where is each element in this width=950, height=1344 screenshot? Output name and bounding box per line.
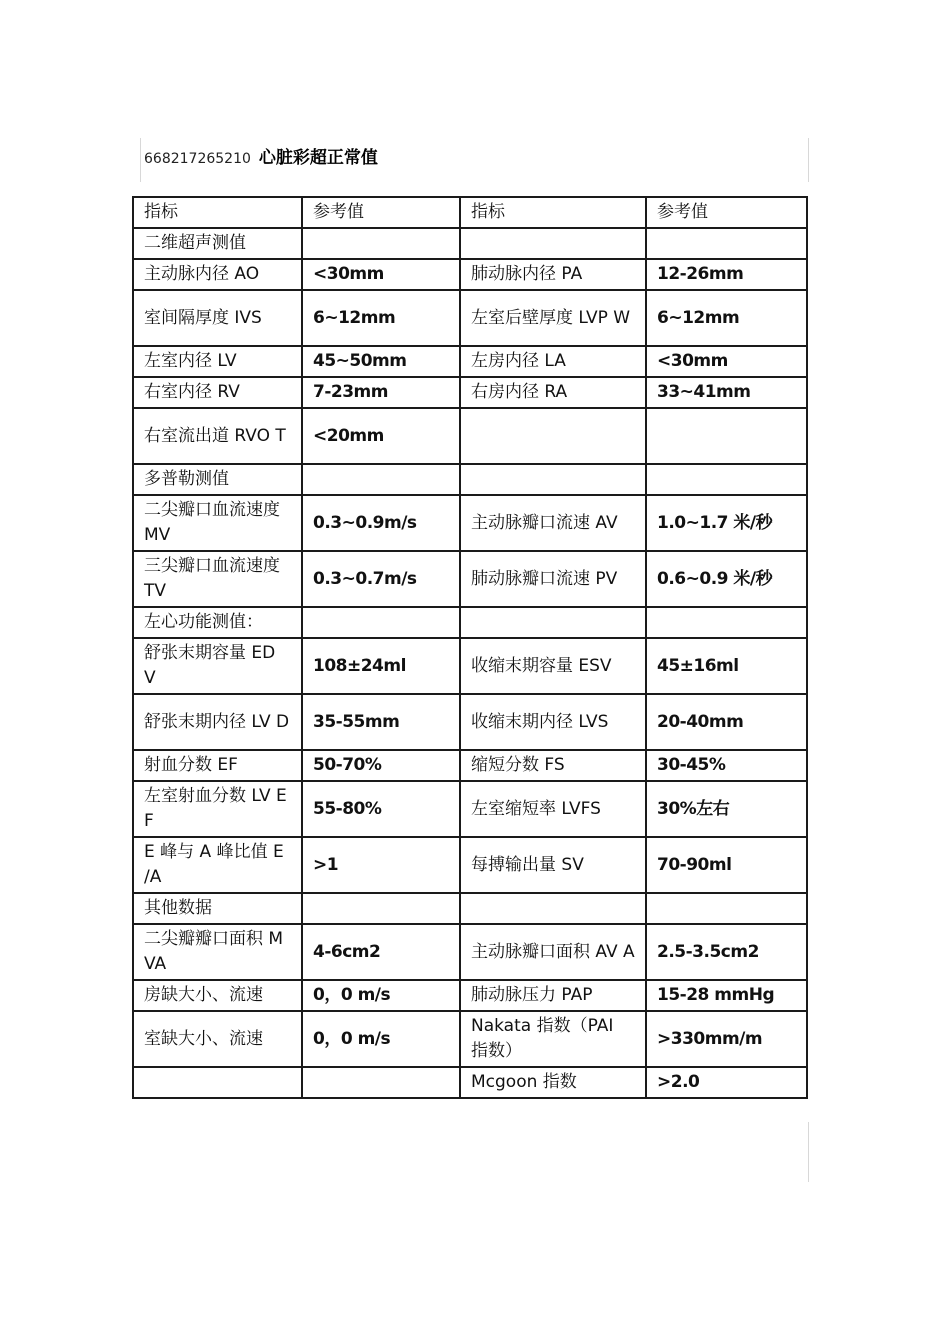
indicator-cell: 右房内径 RA [460,377,646,408]
indicator-cell: 主动脉内径 AO [133,259,302,290]
value-cell [302,1067,460,1098]
value-cell: 45~50mm [302,346,460,377]
indicator-cell: 主动脉瓣口面积 AV A [460,924,646,980]
indicator-cell: 舒张末期容量 ED V [133,638,302,694]
table-row [133,259,807,290]
value-cell: 6~12mm [646,290,807,346]
value-cell: 6~12mm [302,290,460,346]
header-cell-indicator: 指标 [133,197,302,228]
value-cell: <30mm [646,346,807,377]
header-cell-reference: 参考值 [302,197,460,228]
table-row [133,408,807,464]
value-cell: 20-40mm [646,694,807,750]
table-row [133,750,807,781]
indicator-cell: 舒张末期内径 LV D [133,694,302,750]
table-row [133,1067,807,1098]
table-row [133,290,807,346]
value-cell: <30mm [302,259,460,290]
margin-mark-top-right [808,138,809,182]
indicator-cell: 左室后壁厚度 LVP W [460,290,646,346]
value-cell: 55-80% [302,781,460,837]
indicator-cell: 收缩末期容量 ESV [460,638,646,694]
table-row [133,694,807,750]
indicator-cell: 室间隔厚度 IVS [133,290,302,346]
indicator-cell: 左房内径 LA [460,346,646,377]
value-cell: 7-23mm [302,377,460,408]
indicator-cell: 左室内径 LV [133,346,302,377]
value-cell: 35-55mm [302,694,460,750]
indicator-cell: 二尖瓣瓣口面积 MVA [133,924,302,980]
indicator-cell: Mcgoon 指数 [460,1067,646,1098]
table-cell [302,607,460,638]
table-row [133,377,807,408]
value-cell: 1.0~1.7 米/秒 [646,495,807,551]
indicator-cell: 右室流出道 RVO T [133,408,302,464]
indicator-cell: 肺动脉瓣口流速 PV [460,551,646,607]
value-cell: >330mm/m [646,1011,807,1067]
table-row [133,837,807,893]
table-row [133,781,807,837]
document-id: 668217265210 [144,151,251,167]
section-row-other [133,893,807,924]
section-row-2d [133,228,807,259]
indicator-cell: Nakata 指数（PAI 指数） [460,1011,646,1067]
value-cell: 4-6cm2 [302,924,460,980]
value-cell: <20mm [302,408,460,464]
section-row-lv-function [133,607,807,638]
table-row [133,638,807,694]
value-cell: 0，0 m/s [302,1011,460,1067]
table-row [133,495,807,551]
section-row-doppler [133,464,807,495]
indicator-cell: 缩短分数 FS [460,750,646,781]
document-title: 心脏彩超正常值 [258,148,378,168]
value-cell: 0，0 m/s [302,980,460,1011]
indicator-cell [460,408,646,464]
table-cell [302,228,460,259]
value-cell: 0.6~0.9 米/秒 [646,551,807,607]
table-cell [646,607,807,638]
table-header-row [133,197,807,228]
table-cell [302,464,460,495]
indicator-cell: 左室射血分数 LV EF [133,781,302,837]
header-cell-indicator: 指标 [460,197,646,228]
indicator-cell: 收缩末期内径 LVS [460,694,646,750]
value-cell [646,408,807,464]
indicator-cell: 二尖瓣口血流速度 MV [133,495,302,551]
indicator-cell: 肺动脉内径 PA [460,259,646,290]
indicator-cell: 房缺大小、流速 [133,980,302,1011]
value-cell: 45±16ml [646,638,807,694]
section-label: 多普勒测值 [133,464,302,495]
table-row [133,924,807,980]
table-cell [460,893,646,924]
indicator-cell: E 峰与 A 峰比值 E /A [133,837,302,893]
section-label: 左心功能测值： [133,607,302,638]
indicator-cell: 室缺大小、流速 [133,1011,302,1067]
margin-mark-bottom-right [808,1122,809,1182]
indicator-cell: 肺动脉压力 PAP [460,980,646,1011]
table-cell [646,464,807,495]
indicator-cell: 左室缩短率 LVFS [460,781,646,837]
indicator-cell: 每搏输出量 SV [460,837,646,893]
table-row [133,1011,807,1067]
header-cell-reference: 参考值 [646,197,807,228]
table-cell [646,893,807,924]
table-row [133,980,807,1011]
indicator-cell: 射血分数 EF [133,750,302,781]
value-cell: 0.3~0.7m/s [302,551,460,607]
value-cell: 0.3~0.9m/s [302,495,460,551]
value-cell: 108±24ml [302,638,460,694]
margin-mark-top-left [140,138,141,182]
value-cell: 2.5-3.5cm2 [646,924,807,980]
indicator-cell: 右室内径 RV [133,377,302,408]
value-cell: 50-70% [302,750,460,781]
section-label: 二维超声测值 [133,228,302,259]
indicator-cell [133,1067,302,1098]
value-cell: 30-45% [646,750,807,781]
value-cell: 12-26mm [646,259,807,290]
reference-values-table [132,196,808,1099]
indicator-cell: 三尖瓣口血流速度 TV [133,551,302,607]
value-cell: >2.0 [646,1067,807,1098]
table-cell [460,464,646,495]
table-cell [646,228,807,259]
document-header [144,143,378,168]
table-row [133,346,807,377]
indicator-cell: 主动脉瓣口流速 AV [460,495,646,551]
value-cell: 70-90ml [646,837,807,893]
table-cell [302,893,460,924]
value-cell: >1 [302,837,460,893]
table-row [133,551,807,607]
value-cell: 30%左右 [646,781,807,837]
value-cell: 15-28 mmHg [646,980,807,1011]
section-label: 其他数据 [133,893,302,924]
table-cell [460,607,646,638]
value-cell: 33~41mm [646,377,807,408]
table-cell [460,228,646,259]
